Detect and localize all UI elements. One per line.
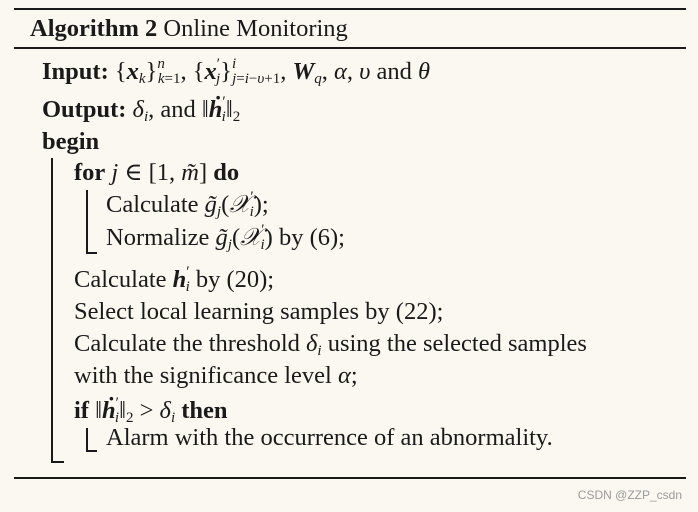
caption-rule — [14, 47, 686, 49]
for-block-end — [86, 252, 97, 254]
algorithm-number: Algorithm 2 — [30, 15, 158, 42]
bottom-rule — [14, 477, 686, 479]
calculate-g-line: Calculate $g̃_j(𝒳'_i)$; — [106, 188, 269, 220]
if-line: if $‖ḣ'_i‖_2 > \delta_i$ then — [74, 394, 228, 426]
begin-block-bar — [51, 158, 53, 462]
select-samples-line: Select local learning samples by (22); — [74, 298, 444, 325]
normalize-g-line: Normalize $g̃_j(𝒳'_i)$ by (6); — [106, 221, 345, 253]
input-label: Input: — [42, 58, 109, 85]
for-line: for j ∈ [1, m̃] do — [74, 159, 240, 186]
output-label: Output: — [42, 96, 127, 123]
algorithm-caption — [30, 17, 348, 42]
calculate-h-line: Calculate $h'_i$ by (20); — [74, 263, 275, 295]
begin-keyword: begin — [42, 128, 100, 155]
if-block-bar — [86, 428, 88, 451]
if-block-end — [86, 450, 97, 452]
significance-line: with the significance level α; — [74, 362, 358, 389]
watermark: CSDN @ZZP_csdn — [577, 488, 682, 502]
begin-block-end — [51, 461, 64, 463]
alarm-line: Alarm with the occurrence of an abnormality. — [106, 424, 553, 451]
top-rule — [14, 8, 686, 10]
input-line: Input: $\{x_k\}^n_{k=1}$, $\{x'_j\}^i_{j=i-\upsilon+1}$, $W_q$, α, υ and θ — [42, 55, 431, 87]
calculate-threshold-line: Calculate the threshold $\delta_i$ using the selected samples — [74, 330, 587, 359]
output-line: Output: $\delta_i$, and $‖ḣ'_i‖_2$ — [42, 93, 241, 125]
for-block-bar — [86, 190, 88, 253]
algorithm-title: Online Monitoring — [163, 15, 348, 42]
